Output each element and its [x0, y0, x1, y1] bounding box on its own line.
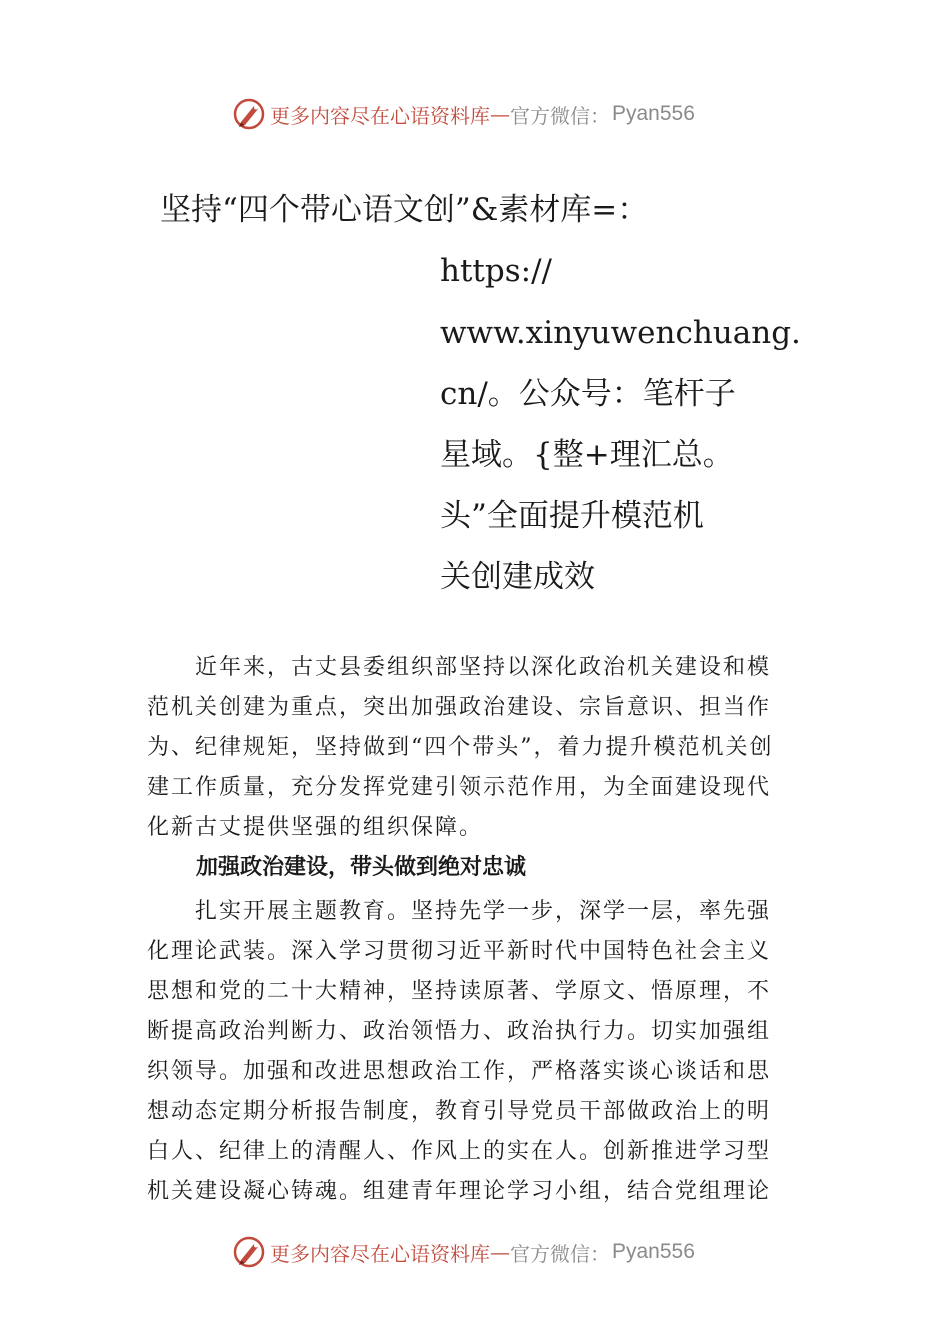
intro-line: 化新古丈提供坚强的组织保障。	[147, 815, 484, 840]
section-line: 织领导。加强和改进思想政治工作，严格落实谈心谈话和思	[147, 1059, 772, 1084]
title-line-1: 坚持“四个带心语文创”&素材库=：	[160, 192, 649, 228]
intro-paragraph	[147, 648, 807, 848]
section-heading: 加强政治建设，带头做到绝对忠诚	[196, 855, 527, 880]
pen-logo-icon	[232, 1235, 266, 1269]
watermark-separator: —	[490, 102, 510, 126]
watermark-text: 更多内容尽在心语资料库	[270, 1241, 490, 1266]
section-line: 机关建设凝心铸魂。组建青年理论学习小组，结合党组理论	[147, 1179, 772, 1204]
watermark-label: 官方微信：	[510, 103, 610, 128]
watermark-label: 官方微信：	[510, 1241, 610, 1266]
watermark-banner-top	[232, 96, 695, 132]
title-line-5: 星域。{整+理汇总。	[440, 437, 734, 473]
intro-line: 近年来，古丈县委组织部坚持以深化政治机关建设和模	[147, 655, 772, 680]
watermark-banner-bottom	[232, 1234, 695, 1270]
section-line: 化理论武装。深入学习贯彻习近平新时代中国特色社会主义	[147, 939, 772, 964]
intro-line: 范机关创建为重点，突出加强政治建设、宗旨意识、担当作	[147, 695, 772, 720]
title-line-6: 头”全面提升模范机	[440, 498, 704, 534]
watermark-text: 更多内容尽在心语资料库	[270, 103, 490, 128]
section-line: 断提高政治判断力、政治领悟力、政治执行力。切实加强组	[147, 1019, 772, 1044]
title-line-2: https://	[440, 253, 552, 289]
title-line-3: www.xinyuwenchuang.	[440, 315, 801, 351]
watermark-wechat-id: Pyan556	[612, 1240, 695, 1263]
watermark-separator: —	[490, 1240, 510, 1264]
section-line: 想动态定期分析报告制度，教育引导党员干部做政治上的明	[147, 1099, 772, 1124]
title-line-4: cn/。公众号：笔杆子	[440, 376, 736, 412]
section-paragraph	[147, 892, 807, 1212]
section-line: 思想和党的二十大精神，坚持读原著、学原文、悟原理，不	[147, 979, 772, 1004]
section-line: 扎实开展主题教育。坚持先学一步，深学一层，率先强	[147, 899, 772, 924]
title-line-7: 关创建成效	[440, 559, 595, 595]
pen-logo-icon	[232, 97, 266, 131]
intro-line: 建工作质量，充分发挥党建引领示范作用，为全面建设现代	[147, 775, 772, 800]
intro-line: 为、纪律规矩，坚持做到“四个带头”，着力提升模范机关创	[147, 735, 774, 760]
watermark-wechat-id: Pyan556	[612, 102, 695, 125]
section-line: 白人、纪律上的清醒人、作风上的实在人。创新推进学习型	[147, 1139, 772, 1164]
